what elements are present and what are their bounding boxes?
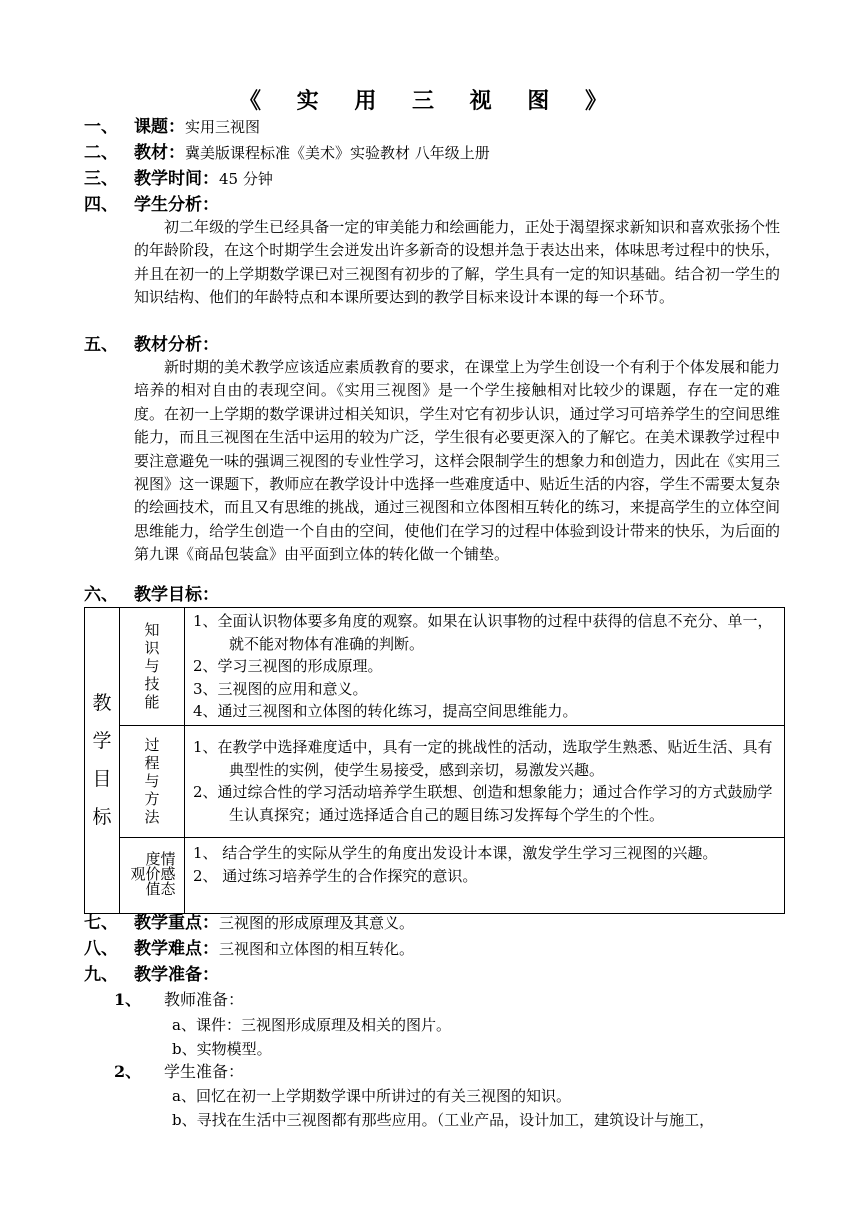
goals-category-cell: [120, 725, 185, 837]
goals-category-label: 过程与方法: [144, 736, 160, 827]
section-value: 实用三视图: [185, 118, 261, 136]
section-material-analysis: [84, 332, 784, 358]
goals-category-cell: [120, 837, 185, 913]
goals-category-label: 情感态度价值观: [128, 850, 177, 896]
section-student-analysis: [84, 192, 784, 218]
section-teaching-time: [84, 166, 784, 192]
section-number: 七、: [84, 913, 118, 933]
section-preparation: [84, 962, 784, 988]
section-value: 三视图和立体图的相互转化。: [219, 940, 415, 958]
goals-category-cell: [120, 608, 185, 726]
section-label: 教学重点：三视图的形成原理及其意义。: [134, 913, 415, 933]
section-value: 三视图的形成原理及其意义。: [219, 914, 415, 932]
section-label: 教材分析：: [134, 335, 219, 355]
goals-big-label-cell: [85, 608, 120, 914]
list-item: b、实物模型。: [172, 1040, 272, 1058]
document-title: 《 实 用 三 视 图 》: [239, 88, 621, 114]
teaching-goals-table: [84, 607, 785, 914]
section-value: 冀美版课程标准《美术》实验教材 八年级上册: [185, 144, 490, 162]
goal-item: 2、 通过练习培养学生的合作探究的意识。: [193, 866, 478, 885]
section-topic: [84, 114, 784, 140]
section-number: 二、: [84, 143, 118, 163]
teacher-preparation-heading: 1、 教师准备：: [114, 990, 245, 1009]
section-number: 一、: [84, 117, 118, 137]
student-preparation-heading: 2、 学生准备：: [114, 1062, 245, 1081]
goals-items-cell: [185, 725, 785, 837]
section-number: 五、: [84, 335, 118, 355]
goal-item: 1、全面认识物体要多角度的观察。如果在认识事物的过程中获得的信息不充分、单一，就不能对物体有准确的判断。: [193, 612, 773, 653]
section-number: 九、: [84, 965, 118, 985]
goals-items-cell: [185, 837, 785, 913]
section-label: 教学难点：三视图和立体图的相互转化。: [134, 939, 415, 959]
goals-items-cell: [185, 608, 785, 726]
section-key-points: [84, 910, 784, 936]
goal-item: 1、 结合学生的实际从学生的角度出发设计本课，激发学生学习三视图的兴趣。: [193, 843, 718, 862]
section-value: 45 分钟: [219, 170, 273, 188]
student-analysis-paragraph: 初二年级的学生已经具备一定的审美能力和绘画能力，正处于渴望探求新知识和喜欢张扬个性的年龄阶段，在这个时期学生会迸发出许多新奇的设想并急于表达出来，体味思考过程中的快乐，并且在初一的上学期数学课已对三视图有初步的了解，学生具有一定的知识基础。结合初一学生的知识结构、他们的年龄特点和本课所要达到的教学目标来设计本课的每一个环节。: [134, 218, 780, 307]
section-label: 课题：实用三视图: [134, 117, 261, 137]
section-number: 三、: [84, 169, 118, 189]
goal-item: 1、在教学中选择难度适中，具有一定的挑战性的活动，选取学生熟悉、贴近生活、具有典型性的实例，使学生易接受，感到亲切，易激发兴趣。: [193, 738, 773, 779]
section-label: 教学时间：45 分钟: [134, 169, 273, 189]
goal-item: 3、三视图的应用和意义。: [193, 679, 368, 698]
goals-big-label: 教学目标: [92, 692, 112, 829]
list-item: b、寻找在生活中三视图都有那些应用。（工业产品，设计加工，建筑设计与施工，: [172, 1111, 715, 1129]
section-label: 教学准备：: [134, 965, 219, 985]
section-label: 学生分析：: [134, 195, 219, 215]
goal-item: 2、通过综合性的学习活动培养学生联想、创造和想象能力；通过合作学习的方式鼓励学生认真探究；通过选择适合自己的题目练习发挥每个学生的个性。: [193, 783, 773, 825]
list-item: a、回忆在初一上学期数学课中所讲过的有关三视图的知识。: [172, 1087, 571, 1105]
section-number: 八、: [84, 939, 118, 959]
section-difficult-points: [84, 936, 784, 962]
section-number: 四、: [84, 195, 118, 215]
table-row: [85, 837, 785, 913]
table-row: [85, 608, 785, 726]
list-item: a、课件：三视图形成原理及相关的图片。: [172, 1016, 451, 1034]
material-analysis-paragraph: 新时期的美术教学应该适应素质教育的要求，在课堂上为学生创设一个有利于个体发展和能力培养的相对自由的表现空间。《实用三视图》是一个学生接触相对比较少的课题，存在一定的难度。在初一上学期的数学课讲过相关知识，学生对它有初步认识，通过学习可培养学生的空间思维能力，而且三视图在生活中运用的较为广泛，学生很有必要更深入的了解它。在美术课教学过程中要注意避免一味的强调三视图的专业性学习，这样会限制学生的想象力和创造力，因此在《实用三视图》这一课题下，教师应在教学设计中选择一些难度适中、贴近生活的内容，学生不需要太复杂的绘画技术，而且又有思维的挑战，通过三视图和立体图相互转化的练习，来提高学生的立体空间思维能力，给学生创造一个自由的空间，使他们在学习的过程中体验到设计带来的快乐，为后面的第九课《商品包装盒》由平面到立体的转化做一个铺垫。: [134, 358, 780, 564]
section-textbook: [84, 140, 784, 166]
section-number: 六、: [84, 585, 118, 605]
table-row: [85, 725, 785, 837]
section-label: 教学目标：: [134, 585, 219, 605]
goal-item: 4、通过三视图和立体图的转化练习，提高空间思维能力。: [193, 702, 578, 721]
section-label: 教材：冀美版课程标准《美术》实验教材 八年级上册: [134, 143, 490, 163]
goals-category-label: 知识与技能: [144, 621, 160, 712]
goal-item: 2、学习三视图的形成原理。: [193, 657, 383, 676]
section-teaching-goals: [84, 582, 784, 608]
